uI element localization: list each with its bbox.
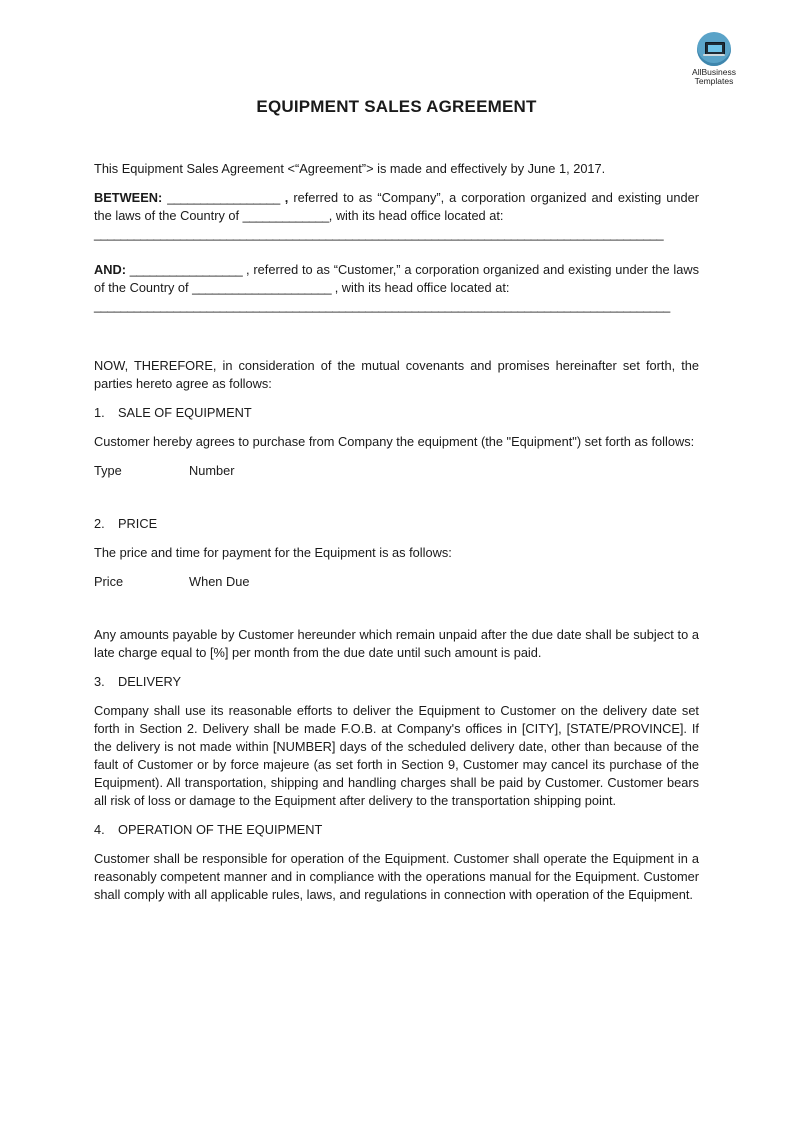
between-comma: , bbox=[279, 190, 289, 205]
section-1-body: Customer hereby agrees to purchase from Company the equipment (the "Equipment") set forth as follows: bbox=[94, 434, 695, 449]
and-text-2: , with its head office located at: bbox=[331, 280, 510, 295]
section-title: DELIVERY bbox=[118, 674, 182, 689]
section-number: 2. bbox=[94, 516, 105, 531]
section-title: OPERATION OF THE EQUIPMENT bbox=[118, 822, 323, 837]
logo-text bbox=[681, 68, 747, 86]
column-price: Price bbox=[94, 574, 124, 589]
customer-address-line: _______________________________________________________________________________________ bbox=[94, 298, 670, 313]
company-address-line: ______________________________________________________________________________________ bbox=[94, 226, 664, 241]
laptop-icon bbox=[697, 32, 731, 66]
section-1-heading bbox=[94, 404, 699, 422]
section-2-late-charge: Any amounts payable by Customer hereunder which remain unpaid after the due date shall be subject to a late charge equal to [%] per month from the due date until such amount is paid. bbox=[94, 627, 699, 660]
document-title: EQUIPMENT SALES AGREEMENT bbox=[256, 97, 537, 116]
company-country-blank: _____________ bbox=[242, 208, 329, 223]
company-name-blank: _________________ bbox=[167, 190, 280, 205]
recital-paragraph: NOW, THEREFORE, in consideration of the mutual covenants and promises hereinafter set forth, the parties hereto agree as follows: bbox=[94, 358, 699, 391]
customer-name-blank: _________________ bbox=[129, 262, 243, 277]
column-when-due: When Due bbox=[189, 574, 250, 589]
between-label: BETWEEN: bbox=[94, 190, 163, 205]
section-4-body: Customer shall be responsible for operation of the Equipment. Customer shall operate the Equipment in a reasonably competent manner and in compliance with the operations manual for the Equipment. Customer shall comply with all applicable rules, laws, and regulations in connection with operation of the Equipment. bbox=[94, 851, 699, 902]
column-number: Number bbox=[189, 463, 235, 478]
section-2-heading bbox=[94, 515, 699, 533]
and-paragraph bbox=[94, 261, 699, 315]
section-number: 1. bbox=[94, 405, 105, 420]
between-text-1: referred to as “Company”, a corporation organized and existing under the laws of the Country of bbox=[94, 190, 699, 223]
section-3-heading bbox=[94, 673, 699, 691]
intro-paragraph: This Equipment Sales Agreement <“Agreement”> is made and effectively by June 1, 2017. bbox=[94, 161, 606, 176]
price-columns bbox=[94, 573, 699, 591]
section-title: SALE OF EQUIPMENT bbox=[118, 405, 252, 420]
document-body bbox=[94, 160, 699, 915]
and-label: AND: bbox=[94, 262, 126, 277]
between-text-2: , with its head office located at: bbox=[328, 208, 504, 223]
section-title: PRICE bbox=[118, 516, 158, 531]
section-number: 3. bbox=[94, 674, 105, 689]
column-type: Type bbox=[94, 463, 122, 478]
customer-country-blank: _____________________ bbox=[192, 280, 332, 295]
equipment-columns bbox=[94, 462, 699, 480]
allbusiness-templates-logo bbox=[681, 32, 747, 86]
and-text-1: , referred to as “Customer,” a corporation organized and existing under the laws of the Country of bbox=[94, 262, 699, 295]
between-paragraph bbox=[94, 189, 699, 243]
section-number: 4. bbox=[94, 822, 105, 837]
logo-line-1: AllBusiness bbox=[692, 67, 736, 77]
section-2-body: The price and time for payment for the Equipment is as follows: bbox=[94, 545, 452, 560]
section-4-heading bbox=[94, 821, 699, 839]
logo-line-2: Templates bbox=[694, 76, 734, 86]
section-3-body: Company shall use its reasonable efforts to deliver the Equipment to Customer on the delivery date set forth in Section 2. Delivery shall be made F.O.B. at Company's offices in [CITY], [STATE/PROVINCE]. If the delivery is not made within [NUMBER] days of the scheduled delivery date, other than because of the fault of Customer or by force majeure (as set forth in Section 9, Customer may cancel its purchase of the Equipment). All transportation, shipping and handling charges shall be paid by Customer. Customer bears all risk of loss or damage to the Equipment after delivery to the transportation shipping point. bbox=[94, 703, 699, 808]
